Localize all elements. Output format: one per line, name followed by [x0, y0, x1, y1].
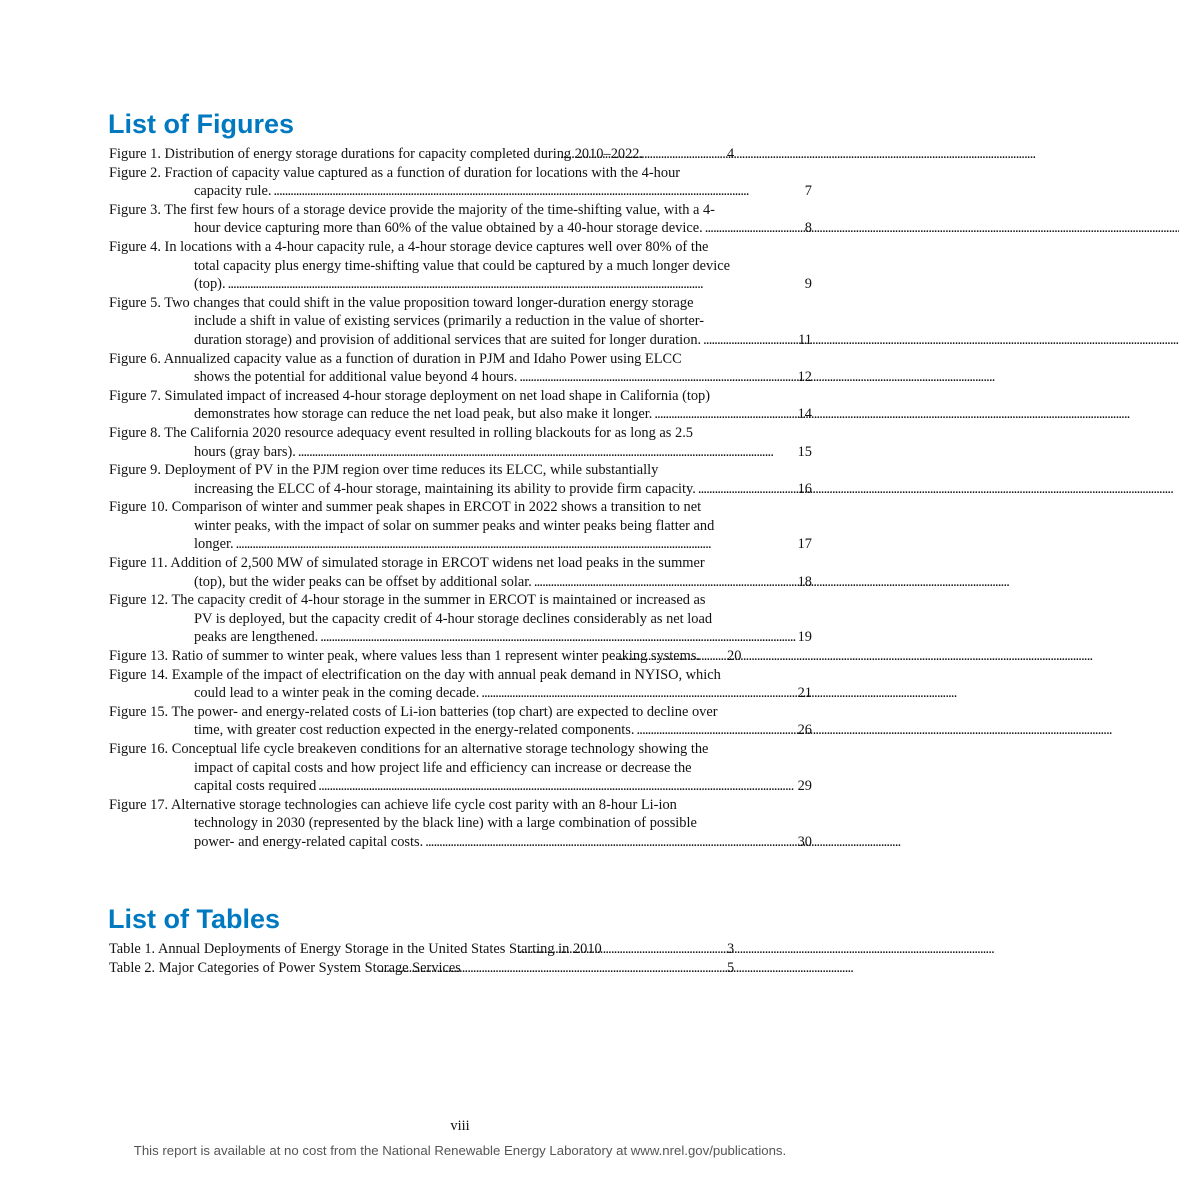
page-reference[interactable]: 18 — [797, 573, 812, 590]
figure-entry[interactable] — [109, 554, 812, 591]
page-reference[interactable]: 9 — [804, 276, 812, 293]
entry-last-line: Figure 13. Ratio of summer to winter peak, where values less than 1 represent winter peaking systems. . . . 20 — [194, 647, 812, 666]
footer-note: This report is available at no cost from the National Renewable Energy Laboratory at www.nrel.gov/publications. — [133, 1143, 787, 1158]
entry-text-line: Figure 2. Fraction of capacity value captured as a function of duration for locations with the 4-hour — [109, 164, 681, 181]
entry-text-line: technology in 2030 (represented by the black line) with a large combination of possible — [194, 815, 697, 832]
entry-text: duration storage) and provision of additional services that are suited for longer duration. — [194, 331, 702, 348]
entry-text: demonstrates how storage can reduce the net load peak, but also make it longer. — [194, 406, 653, 423]
dot-leader — [274, 182, 803, 201]
entry-last-line — [194, 777, 812, 796]
entry-text-line: Figure 8. The California 2020 resource adequacy event resulted in rolling blackouts for as long as 2.5 — [109, 424, 693, 441]
figure-entry[interactable] — [109, 238, 812, 294]
dot-leader — [698, 480, 796, 499]
entry-text-line: impact of capital costs and how project life and efficiency can increase or decrease the — [194, 759, 692, 776]
entry-text: Table 1. Annual Deployments of Energy Storage in the United States Starting in 2010 — [109, 941, 602, 957]
entry-text: time, with greater cost reduction expected in the energy-related components. — [194, 722, 635, 739]
table-entry[interactable] — [109, 959, 812, 978]
dot-leader — [481, 684, 795, 703]
page-reference[interactable]: 8 — [804, 220, 812, 237]
figure-entry[interactable] — [109, 201, 812, 238]
figure-entry[interactable] — [109, 703, 812, 740]
figure-entry[interactable] — [109, 591, 812, 647]
dot-leader — [463, 959, 810, 978]
entry-text-line: Figure 5. Two changes that could shift in the value proposition toward longer-duration energy storage — [109, 294, 694, 311]
entry-last-line: Table 2. Major Categories of Power System Storage Services . . . 5 — [194, 959, 812, 978]
page-reference[interactable]: 16 — [797, 480, 812, 497]
entry-text-line: Figure 9. Deployment of PV in the PJM region over time reduces its ELCC, while substantially — [109, 462, 659, 479]
page-reference[interactable]: 11 — [798, 331, 812, 348]
page-reference[interactable]: 12 — [797, 369, 812, 386]
page-reference[interactable]: 21 — [797, 685, 812, 702]
figure-entry[interactable] — [109, 387, 812, 424]
entry-last-line — [194, 480, 812, 499]
figure-entry[interactable] — [109, 461, 812, 498]
entry-text: Table 2. Major Categories of Power System Storage Services — [109, 959, 461, 976]
entry-last-line — [194, 721, 812, 740]
entry-text-line: Figure 16. Conceptual life cycle breakeven conditions for an alternative storage technology showing the — [109, 741, 709, 757]
entry-last-line — [194, 535, 812, 554]
figure-entry[interactable] — [109, 498, 812, 554]
entry-text: peaks are lengthened. — [194, 629, 319, 646]
dot-leader — [604, 940, 810, 959]
figure-entry[interactable] — [109, 294, 812, 350]
entry-text-line: Figure 6. Annualized capacity value as a function of duration in PJM and Idaho Power using ELCC — [109, 350, 682, 367]
dot-leader — [705, 219, 803, 238]
entry-text: (top). — [194, 276, 226, 293]
page-reference[interactable]: 29 — [797, 778, 812, 795]
entry-last-line — [194, 331, 812, 350]
entry-text-line: Figure 14. Example of the impact of electrification on the day with annual peak demand in NYISO, which — [109, 666, 721, 683]
dot-leader — [298, 443, 796, 462]
entry-text-line: Figure 7. Simulated impact of increased 4-hour storage deployment on net load shape in California (top) — [109, 387, 711, 404]
entry-text-line: winter peaks, with the impact of solar on summer peaks and winter peaks being flatter and — [194, 517, 715, 534]
entry-text-line: PV is deployed, but the capacity credit of 4-hour storage declines considerably as net load — [194, 610, 713, 627]
entry-text-line: Figure 11. Addition of 2,500 MW of simulated storage in ERCOT widens net load peaks in the summer — [109, 555, 705, 572]
entry-text-line: total capacity plus energy time-shifting value that could be captured by a much longer device — [194, 257, 731, 274]
entry-text: increasing the ELCC of 4-hour storage, maintaining its ability to provide firm capacity. — [194, 480, 696, 497]
dot-leader — [636, 721, 795, 740]
entry-last-line — [194, 219, 812, 238]
entry-last-line — [194, 275, 812, 294]
entry-text: shows the potential for additional value beyond 4 hours. — [194, 369, 518, 386]
entry-last-line: Table 1. Annual Deployments of Energy Storage in the United States Starting in 2010 . . . 3 — [194, 940, 812, 959]
figure-entry[interactable] — [109, 796, 812, 852]
entry-text: longer. — [194, 536, 234, 553]
entry-last-line — [194, 833, 812, 852]
entry-last-line — [194, 405, 812, 424]
page-reference[interactable]: 26 — [797, 722, 812, 739]
figure-entry[interactable] — [109, 424, 812, 461]
entry-text: power- and energy-related capital costs. — [194, 833, 424, 850]
entry-last-line — [194, 368, 812, 387]
figure-entry[interactable] — [109, 350, 812, 387]
figure-entry[interactable] — [109, 666, 812, 703]
dot-leader — [236, 535, 796, 554]
entry-text: (top), but the wider peaks can be offset by additional solar. — [194, 573, 532, 590]
dot-leader — [519, 368, 795, 387]
dot-leader — [318, 777, 795, 796]
entry-text: capacity rule. — [194, 183, 272, 200]
entry-text-line: Figure 15. The power- and energy-related costs of Li-ion batteries (top chart) are expected to decline over — [109, 703, 718, 720]
list-of-figures-heading: List of Figures — [108, 109, 295, 139]
page-number: viii — [450, 1118, 470, 1134]
entry-text-line: Figure 10. Comparison of winter and summer peak shapes in ERCOT in 2022 shows a transition to net — [109, 499, 702, 516]
entry-text: hours (gray bars). — [194, 443, 296, 460]
dot-leader — [228, 275, 803, 294]
entry-last-line — [194, 443, 812, 462]
figure-entry[interactable] — [109, 740, 812, 796]
figure-entry[interactable] — [109, 145, 812, 164]
entry-text: Figure 1. Distribution of energy storage durations for capacity completed during 2010–2022. — [109, 146, 644, 162]
entry-text: capital costs required — [194, 778, 317, 795]
entry-text-line: include a shift in value of existing services (primarily a reduction in the value of shorter- — [194, 313, 705, 330]
figure-entry[interactable] — [109, 647, 812, 666]
entry-last-line — [194, 573, 812, 592]
dot-leader — [654, 405, 795, 424]
dot-leader — [703, 331, 796, 350]
page-reference[interactable]: 30 — [797, 833, 812, 850]
figure-entry[interactable] — [109, 164, 812, 201]
entry-text-line: Figure 4. In locations with a 4-hour capacity rule, a 4-hour storage device captures well over 80% of the — [109, 238, 709, 255]
page-reference[interactable]: 19 — [797, 629, 812, 646]
dot-leader — [425, 833, 795, 852]
dot-leader — [702, 647, 810, 666]
entry-text: hour device capturing more than 60% of the value obtained by a 40-hour storage device. — [194, 220, 703, 237]
entry-last-line: Figure 1. Distribution of energy storage durations for capacity completed during 2010–2022. . . . 4 — [194, 145, 812, 164]
page-reference[interactable]: 7 — [804, 183, 812, 200]
entry-text: could lead to a winter peak in the coming decade. — [194, 685, 480, 702]
entry-text-line: Figure 3. The first few hours of a storage device provide the majority of the time-shifting value, with a 4- — [109, 201, 715, 218]
entry-last-line — [194, 684, 812, 703]
list-of-tables-heading: List of Tables — [108, 904, 281, 934]
page-reference[interactable]: 17 — [797, 536, 812, 553]
figures-list — [109, 145, 812, 852]
tables-list — [109, 940, 812, 977]
entry-text: Figure 13. Ratio of summer to winter peak, where values less than 1 represent winter peaking systems. — [109, 648, 701, 665]
page-reference[interactable]: 15 — [797, 443, 812, 460]
entry-last-line — [194, 182, 812, 201]
table-entry[interactable] — [109, 940, 812, 959]
dot-leader — [534, 573, 796, 592]
dot-leader — [320, 628, 795, 647]
entry-last-line — [194, 628, 812, 647]
page-reference[interactable]: 14 — [797, 406, 812, 423]
entry-text-line: Figure 17. Alternative storage technologies can achieve life cycle cost parity with an 8-hour Li-ion — [109, 796, 677, 813]
entry-text-line: Figure 12. The capacity credit of 4-hour storage in the summer in ERCOT is maintained or increased as — [109, 592, 706, 609]
